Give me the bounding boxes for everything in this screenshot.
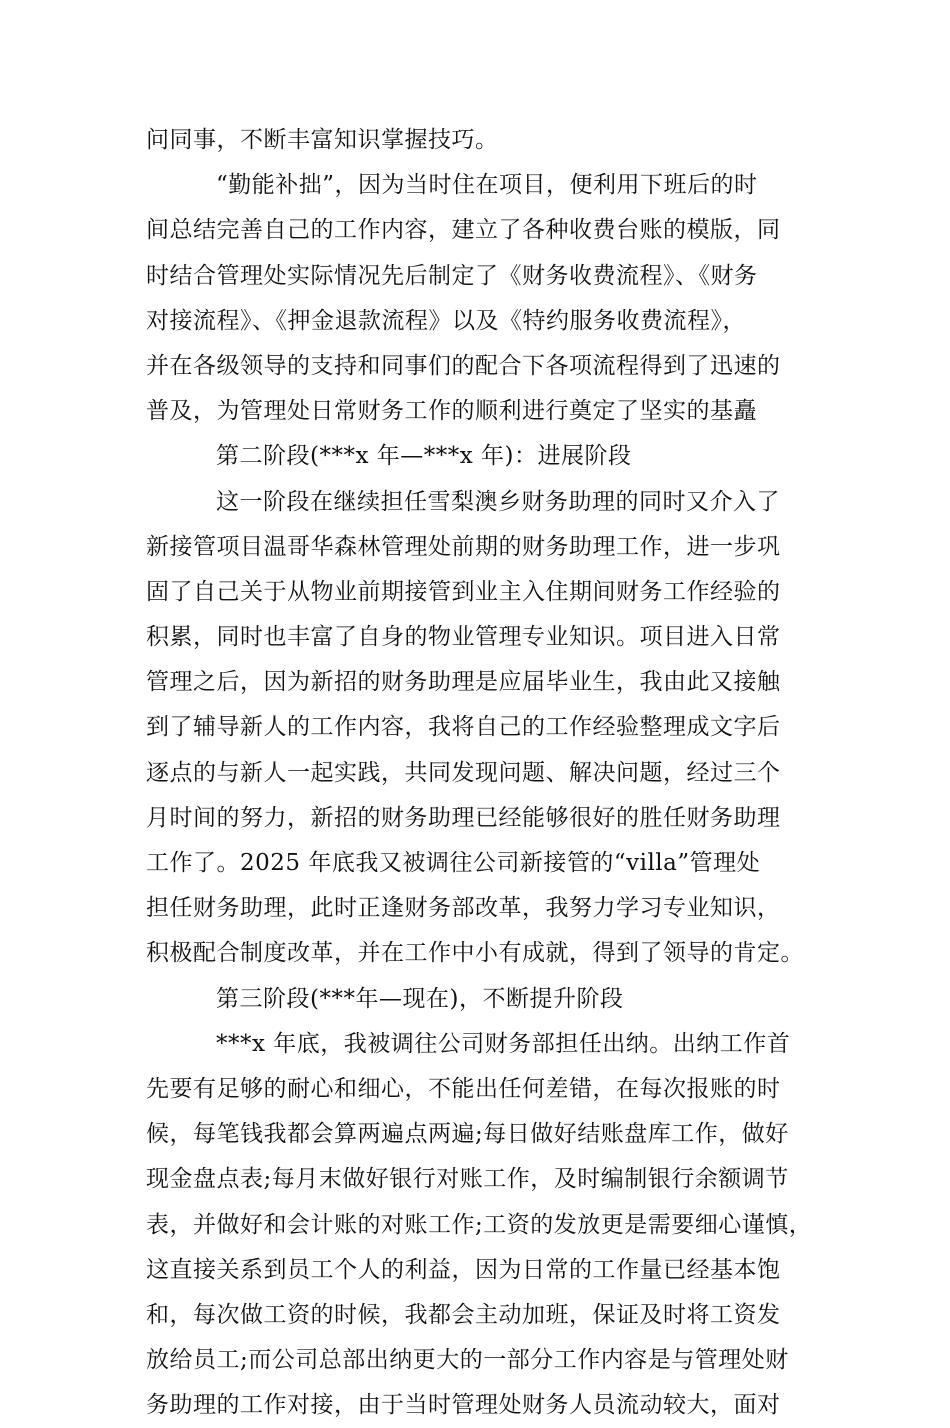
text-line: 到了辅导新人的工作内容，我将自己的工作经验整理成文字后 bbox=[146, 714, 781, 741]
text-line: 和，每次做工资的时候，我都会主动加班，保证及时将工资发 bbox=[146, 1301, 781, 1328]
text-line: “勤能补拙”，因为当时住在项目，便利用下班后的时 bbox=[216, 172, 758, 199]
text-line: 担任财务助理，此时正逢财务部改革，我努力学习专业知识， bbox=[146, 895, 781, 922]
text-line: 积累，同时也丰富了自身的物业管理专业知识。项目进入日常 bbox=[146, 624, 781, 651]
text-line: 并在各级领导的支持和同事们的配合下各项流程得到了迅速的 bbox=[146, 352, 781, 379]
text-line: 管理之后，因为新招的财务助理是应届毕业生，我由此又接触 bbox=[146, 669, 781, 696]
text-line: 对接流程》、《押金退款流程》以及《特约服务收费流程》， bbox=[146, 307, 746, 334]
text-line: 先要有足够的耐心和细心，不能出任何差错，在每次报账的时 bbox=[146, 1075, 781, 1102]
text-line: 间总结完善自己的工作内容，建立了各种收费台账的模版，同 bbox=[146, 217, 781, 244]
text-line: 新接管项目温哥华森林管理处前期的财务助理工作，进一步巩 bbox=[146, 533, 781, 560]
text-line: 固了自己关于从物业前期接管到业主入住期间财务工作经验的 bbox=[146, 578, 781, 605]
text-line: 这一阶段在继续担任雪梨澳乡财务助理的同时又介入了 bbox=[216, 488, 780, 515]
text-line: ***x 年底，我被调往公司财务部担任出纳。出纳工作首 bbox=[216, 1030, 791, 1057]
text-line: 这直接关系到员工个人的利益，因为日常的工作量已经基本饱 bbox=[146, 1256, 781, 1283]
text-line: 务助理的工作对接，由于当时管理处财务人员流动较大，面对 bbox=[146, 1392, 781, 1419]
text-line: 普及，为管理处日常财务工作的顺利进行奠定了坚实的基矗 bbox=[146, 398, 757, 425]
text-line: 月时间的努力，新招的财务助理已经能够很好的胜任财务助理 bbox=[146, 804, 781, 831]
text-line: 候，每笔钱我都会算两遍点两遍;每日做好结账盘库工作，做好 bbox=[146, 1121, 789, 1148]
text-line: 第三阶段(***年—现在)，不断提升阶段 bbox=[216, 985, 624, 1012]
text-line: 表，并做好和会计账的对账工作;工资的发放更是需要细心谨慎， bbox=[146, 1211, 813, 1238]
text-line: 逐点的与新人一起实践，共同发现问题、解决问题，经过三个 bbox=[146, 759, 781, 786]
text-line: 时结合管理处实际情况先后制定了《财务收费流程》、《财务 bbox=[146, 262, 758, 289]
text-line: 问同事，不断丰富知识掌握技巧。 bbox=[146, 127, 499, 153]
text-line: 第二阶段(***x 年—***x 年)：进展阶段 bbox=[216, 443, 632, 470]
text-line: 积极配合制度改革，并在工作中小有成就，得到了领导的肯定。 bbox=[146, 940, 804, 967]
text-line: 工作了。2025 年底我又被调往公司新接管的“villa”管理处 bbox=[146, 850, 761, 876]
text-line: 现金盘点表;每月末做好银行对账工作，及时编制银行余额调节 bbox=[146, 1166, 789, 1193]
document-body bbox=[146, 118, 826, 1428]
text-line: 放给员工;而公司总部出纳更大的一部分工作内容是与管理处财 bbox=[146, 1347, 789, 1374]
